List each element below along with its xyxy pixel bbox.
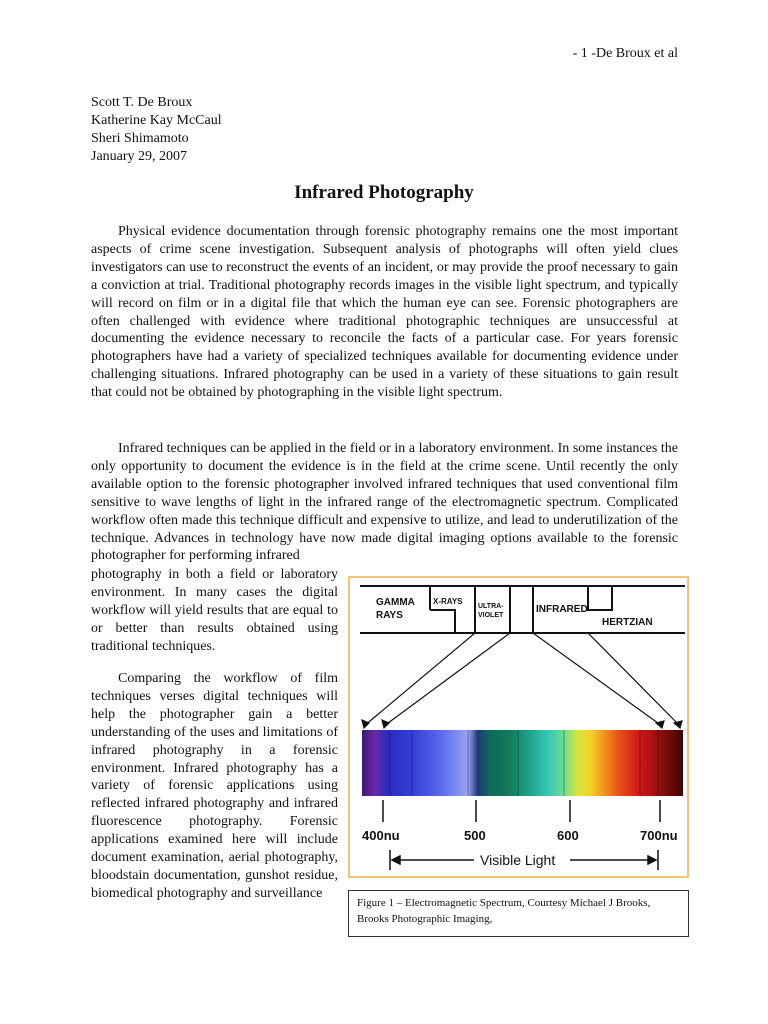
body-paragraph-continued: photography in both a field or laboratory environment. In many cases the digital workflow will yield results that are equal to or better than results obtained using traditional techniques.: [91, 567, 338, 654]
author-name: Scott T. De Broux: [91, 95, 193, 110]
visible-light-label: Visible Light: [480, 852, 556, 868]
tick-label: 500: [464, 828, 486, 843]
tick-label: 700nu: [640, 828, 678, 843]
spectrum-figure: [348, 576, 689, 878]
tick-label: 600: [557, 828, 579, 843]
zoom-pointer-lines: [362, 633, 682, 728]
body-paragraph: Comparing the workflow of film techniques verses digital techniques will help the photographer gain a better understanding of the uses and limitations of infrared photography in a forensic environment. Infrared photography has a variety of forensic applications using reflected infrared photography and infrared fluorescence photography. Forensic applications examined here will include document examination, aerial photography, bloodstain documentation, gunshot residue, biomedical photography and surveillance: [91, 671, 338, 901]
body-paragraph: Physical evidence documentation through forensic photography remains one the most important aspects of crime scene investigation. Subsequent analysis of photographs will often yield clues investigators can use to reconstruct the events of an incident, or may provide the proof necessary to gain a conviction at trial. Traditional photography records images in the visible light spectrum, and typically will record on film or in a digital file that which the human eye can see. Forensic photographers are often challenged with evidence where traditional photographic techniques are unsuccessful at documenting the evidence necessary to reconcile the facts of a particular case. For years forensic photographers have had a variety of specialized techniques available for documenting evidence under challenging situations. Infrared photography can be used in a variety of these situations to gain result that could not be obtained by photographing in the visible light spectrum.: [91, 224, 678, 401]
author-block: [91, 94, 222, 166]
document-date: January 29, 2007: [91, 149, 188, 164]
band-label-xrays: X-RAYS: [433, 597, 463, 606]
tick-label: 400nu: [362, 828, 400, 843]
spectrum-diagram: [350, 578, 687, 876]
wavelength-ticks: [383, 800, 660, 822]
band-label-infrared: INFRARED: [536, 604, 588, 615]
band-label-violet: VIOLET: [478, 612, 504, 619]
band-label-gamma: GAMMA: [376, 597, 415, 608]
band-label-ultra: ULTRA-: [478, 603, 504, 610]
visible-spectrum-band: [362, 730, 683, 796]
band-label-gamma-rays: RAYS: [376, 610, 403, 621]
band-label-hertzian: HERTZIAN: [602, 617, 653, 628]
author-name: Sheri Shimamoto: [91, 131, 189, 146]
author-name: Katherine Kay McCaul: [91, 113, 222, 128]
body-paragraph: Infrared techniques can be applied in the field or in a laboratory environment. In some instances the only opportunity to document the evidence is in the field at the crime scene. Until recently the only available option to the forensic photographer involved infrared techniques that used conventional film sensitive to wave lengths of light in the infrared range of the electromagnetic spectrum. Complicated workflow often made this technique difficult and expensive to utilize, and lead to underutilization of the technique. Advances in technology have now made digital imaging options available to the forensic photographer for performing infrared: [91, 441, 678, 564]
running-head: - 1 -De Broux et al: [572, 46, 678, 61]
paper-title: Infrared Photography: [294, 182, 474, 203]
figure-caption: Figure 1 – Electromagnetic Spectrum, Courtesy Michael J Brooks, Brooks Photographic Imaging,: [348, 890, 689, 937]
